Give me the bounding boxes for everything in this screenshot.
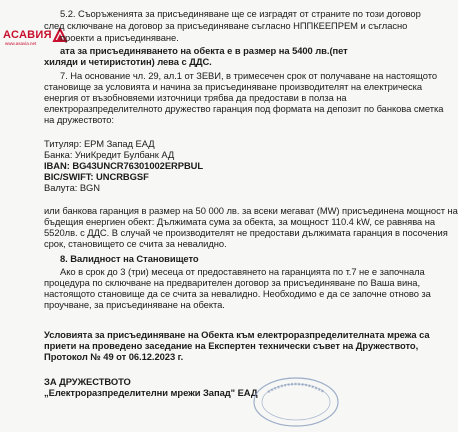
clause-5-2-line-3: проекти а присъединяване. <box>60 32 179 43</box>
conditions-line-1: Условията за присъединяване на Обекта към електроразпределителната мрежа са <box>44 329 430 340</box>
clause-5-2-line-2: след сключване на договор за присъединяване съгласно НППКЕЕПРЕМ и съгласно <box>44 20 408 31</box>
clause-7-line-3: енергия от възобновяеми източници трябва да предостави в полза на <box>44 92 347 103</box>
guarantee-line-1: или банкова гаранция в размер на 50 000 лв. за всеки мегават (MW) присъединена мощност на <box>44 205 458 216</box>
validity-line-2: процедура по сключване на предварителен договор за присъединяване по Ваша вина, <box>44 277 421 288</box>
guarantee-line-3: 5520лв. с ДДС. В случай че производителят не предостави дължимата гаранция в посочения <box>44 227 448 238</box>
guarantee-line-4: срок, становището се счита за невалидно. <box>44 238 227 249</box>
clause-7-line-4: електроразпределителното дружество гаранция под формата на депозит по банкова сметка <box>44 103 444 114</box>
bank-bic: BIC/SWIFT: UNCRBGSF <box>44 171 149 182</box>
clause-7-line-2: становище за условията и начина за присъединяване производителят на електрическа <box>44 81 422 92</box>
bank-holder: Титуляр: ЕРМ Запад ЕАД <box>44 138 155 149</box>
validity-line-1: Ако в срок до 3 (три) месеца от предоставянето на гаранцията по т.7 не е започнала <box>60 266 425 277</box>
clause-7-line-1: 7. На основание чл. 29, ал.1 от ЗЕВИ, в тримесечен срок от получаване на настоящото <box>60 70 437 81</box>
validity-line-4: проучване, за присъединяване на обекта. <box>44 299 225 310</box>
validity-line-3: настоящото становище да се счита за невалидно. Необходимо е да се започне отново за <box>44 288 431 299</box>
clause-6-line-2: хиляди и четиристотин) лева с ДДС. <box>44 56 212 67</box>
clause-6-line-1: ата за присъединяването на обекта е в размер на 5400 лв.(пет <box>60 45 348 56</box>
bank-iban: IBAN: BG43UNCR76301002ERPBUL <box>44 160 204 171</box>
logo-subtext: www.asavia.net <box>5 41 37 46</box>
guarantee-line-2: бъдещия енергиен обект: Дължимата сума за обекта, за мощност 110.4 kW, се равнява на <box>44 216 436 227</box>
conditions-line-2: приети на проведено заседание на Експертен технически съвет на Дружеството, <box>44 340 419 351</box>
clause-7-line-5: на дружеството: <box>44 114 114 125</box>
section-8-heading: 8. Валидност на Становището <box>60 253 199 264</box>
conditions-line-3: Протокол № 49 от 06.12.2023 г. <box>44 351 184 362</box>
bank-currency: Валута: BGN <box>44 182 101 193</box>
signature-company-name: „Електроразпределителни мрежи Запад" ЕАД <box>44 387 258 398</box>
bank-name: Банка: УниКредит Булбанк АД <box>44 149 175 160</box>
clause-5-2-line-1: 5.2. Съоръженията за присъединяване ще се изградят от страните по този договор <box>60 8 421 19</box>
logo-text: АСАВИЯ <box>3 29 52 41</box>
signature-company-label: ЗА ДРУЖЕСТВОТО <box>44 376 131 387</box>
company-stamp <box>246 372 346 432</box>
